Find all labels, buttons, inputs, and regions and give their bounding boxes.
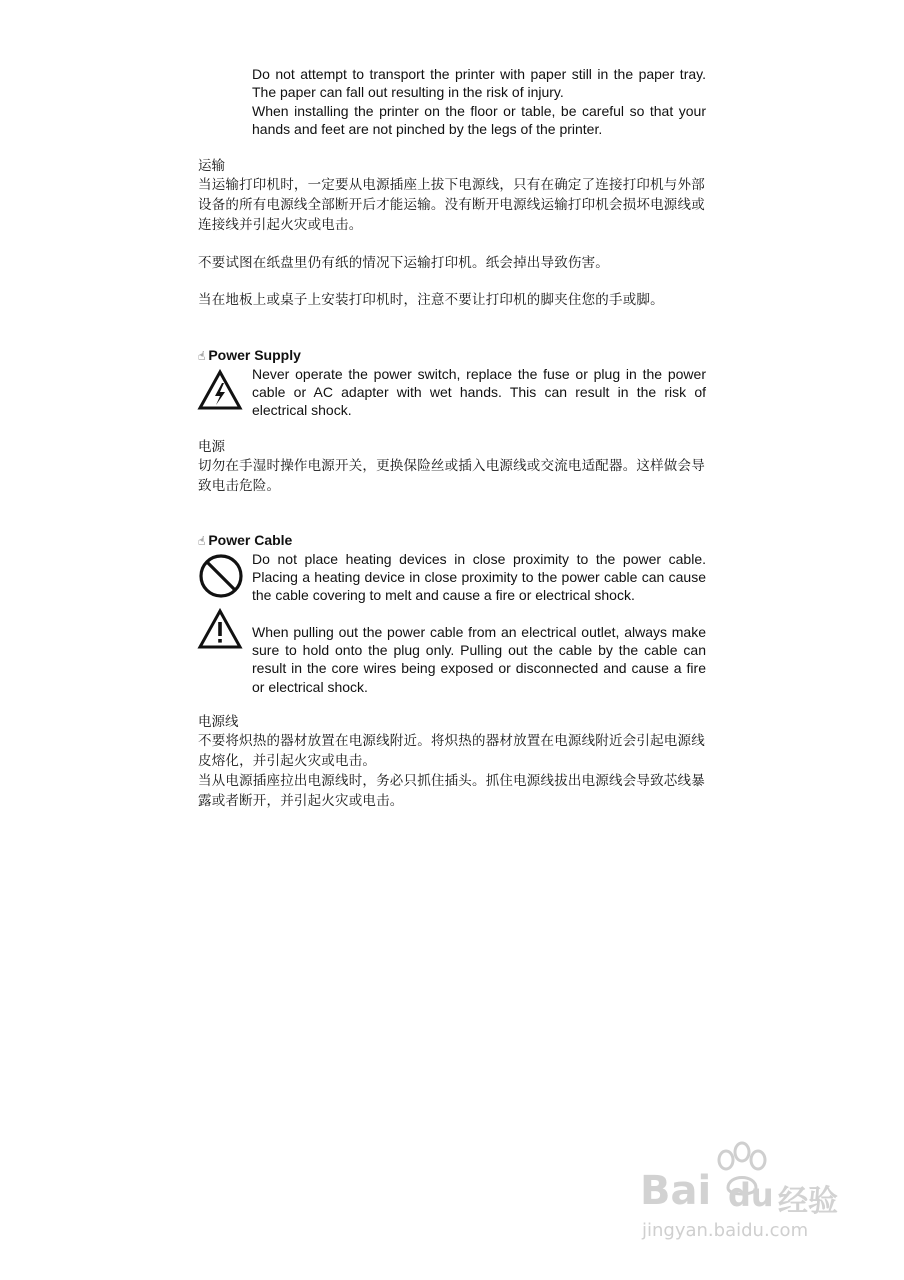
watermark-brand: Bai (640, 1168, 712, 1214)
transport-en-paragraph-2: When installing the printer on the floor or table, be careful so that your hands and feet are not pinched by the legs of the printer. (252, 103, 706, 138)
baidu-jingyan-watermark (636, 1138, 866, 1248)
transport-cn-heading: 运输 (198, 158, 225, 174)
transport-cn-paragraph-3: 当在地板上或桌子上安装打印机时，注意不要让打印机的脚夹住您的手或脚。 (198, 292, 664, 308)
transport-en-paragraph-1: Do not attempt to transport the printer with paper still in the paper tray. The paper can fall out resulting in the risk of injury. (252, 66, 706, 101)
hand-pointer-icon: ☝ (198, 349, 206, 363)
power-cable-cn-text-2: 当从电源插座拉出电源线时，务必只抓住插头。抓住电源线拔出电源线会导致芯线暴露或者断开，并引起火灾或电击。 (198, 773, 705, 809)
power-supply-cn-text: 切勿在手湿时操作电源开关，更换保险丝或插入电源线或交流电适配器。这样做会导致电击危险。 (198, 458, 705, 494)
power-supply-en-text: Never operate the power switch, replace the fuse or plug in the power cable or AC adapter with wet hands. This can result in the risk of electrical shock. (252, 366, 706, 419)
caution-icon (197, 608, 243, 650)
power-cable-heading (198, 531, 292, 550)
hand-pointer-icon: ☝ (198, 534, 206, 548)
watermark-brand-cn: 经验 (778, 1184, 838, 1219)
power-supply-heading (198, 346, 301, 365)
transport-cn-paragraph-1: 当运输打印机时，一定要从电源插座上拔下电源线，只有在确定了连接打印机与外部设备的所有电源线全部断开后才能运输。没有断开电源线运输打印机会损坏电源线或连接线并引起火灾或电击。 (198, 177, 705, 233)
power-cable-cn-heading: 电源线 (198, 714, 239, 730)
power-cable-en-text-1: Do not place heating devices in close proximity to the power cable. Placing a heating device in close proximity to the power cable can cause the cable covering to melt and cause a fire or electrical shock. (252, 551, 706, 604)
power-supply-cn-heading: 电源 (198, 439, 225, 455)
power-cable-title: Power Cable (208, 532, 293, 548)
watermark-url: jingyan.baidu.com (642, 1220, 809, 1241)
transport-cn-paragraph-2: 不要试图在纸盘里仍有纸的情况下运输打印机。纸会掉出导致伤害。 (198, 255, 609, 271)
power-cable-cn-text-1: 不要将炽热的器材放置在电源线附近。将炽热的器材放置在电源线附近会引起电源线皮熔化，并引起火灾或电击。 (198, 733, 705, 769)
power-cable-en-text-2: When pulling out the power cable from an electrical outlet, always make sure to hold onto the plug only. Pulling out the cable by the cable can result in the core wires being exposed or disconnected and cause a fire or electrical shock. (252, 624, 706, 695)
power-supply-title: Power Supply (208, 347, 301, 363)
watermark-brand-suffix: du (728, 1176, 774, 1214)
prohibition-icon (197, 552, 245, 600)
electrical-shock-warning-icon (197, 369, 243, 411)
